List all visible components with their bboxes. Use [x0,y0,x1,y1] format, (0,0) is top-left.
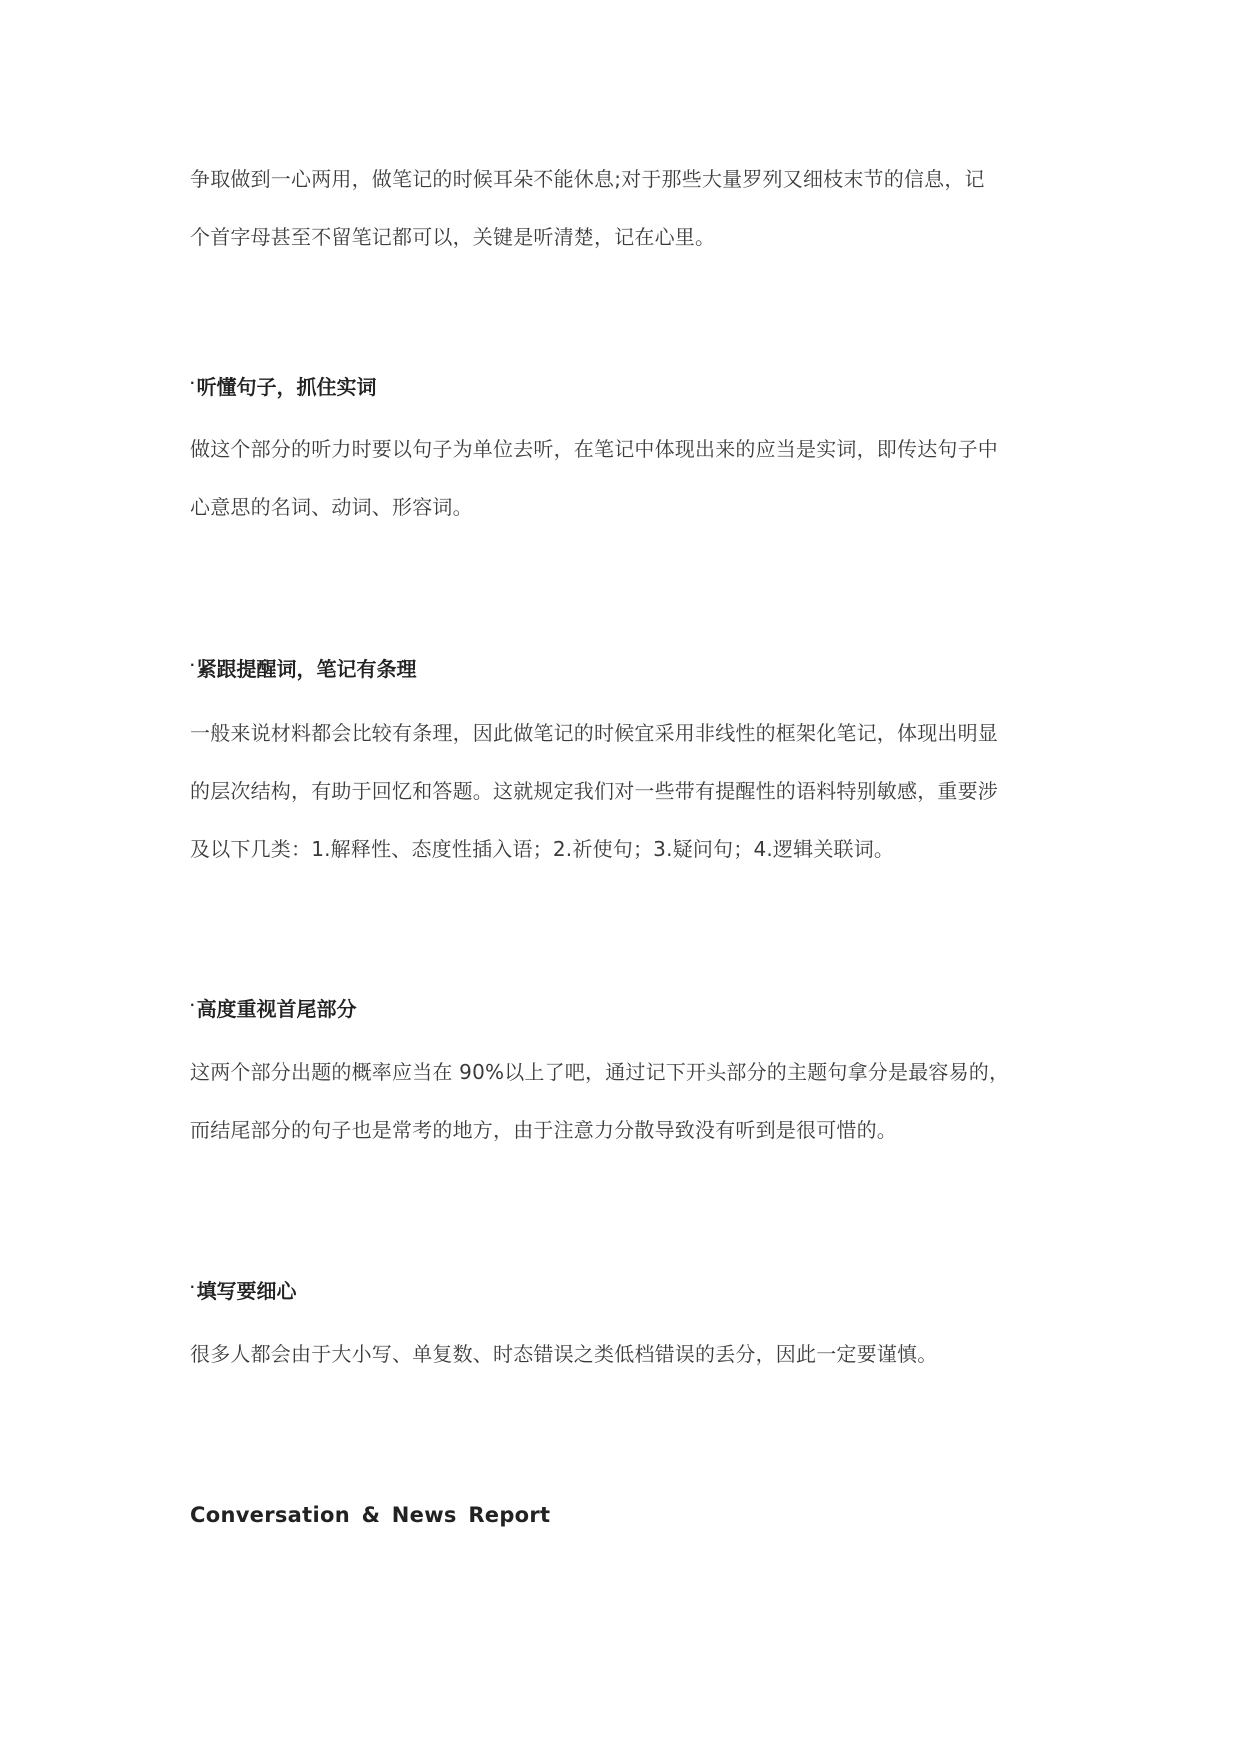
section-title-conversation: Conversation & News Report [190,1503,551,1527]
paragraph-line: 及以下几类：1.解释性、态度性插入语；2.祈使句；3.疑问句；4.逻辑关联词。 [190,837,895,861]
paragraph-line: 的层次结构，有助于回忆和答题。这就规定我们对一些带有提醒性的语料特别敏感，重要涉 [190,779,998,803]
bullet-marker: · [190,1280,195,1294]
paragraph-line: 一般来说材料都会比较有条理，因此做笔记的时候宜采用非线性的框架化笔记，体现出明显 [190,721,998,745]
section-paragraph-2 [190,704,1060,878]
section-heading-3 [190,990,357,1024]
bullet-marker: · [190,658,195,672]
paragraph-line: 这两个部分出题的概率应当在 90%以上了吧，通过记下开头部分的主题句拿分是最容易的， [190,1060,1010,1084]
intro-paragraph [190,150,1060,266]
section-paragraph-3 [190,1043,1060,1159]
section-heading-4 [190,1272,297,1306]
intro-line-2: 个首字母甚至不留笔记都可以，关键是听清楚，记在心里。 [190,225,716,249]
paragraph-line: 做这个部分的听力时要以句子为单位去听，在笔记中体现出来的应当是实词，即传达句子中 [190,437,998,461]
section-paragraph-1 [190,420,1060,536]
bullet-marker: · [190,998,195,1012]
heading-text: 紧跟提醒词，笔记有条理 [196,657,417,681]
heading-text: 高度重视首尾部分 [196,997,357,1021]
paragraph-line: 而结尾部分的句子也是常考的地方，由于注意力分散导致没有听到是很可惜的。 [190,1118,897,1142]
section-heading-2 [190,650,417,684]
document-page [190,0,1060,1754]
paragraph-line: 很多人都会由于大小写、单复数、时态错误之类低档错误的丢分，因此一定要谨慎。 [190,1342,938,1366]
heading-text: 听懂句子，抓住实词 [196,375,377,399]
section-heading-1 [190,368,377,402]
bullet-marker: · [190,376,195,390]
section-paragraph-4 [190,1325,1060,1383]
intro-line-1: 争取做到一心两用，做笔记的时候耳朵不能休息;对于那些大量罗列又细枝末节的信息，记 [190,167,985,191]
paragraph-line: 心意思的名词、动词、形容词。 [190,495,473,519]
heading-text: 填写要细心 [196,1279,297,1303]
